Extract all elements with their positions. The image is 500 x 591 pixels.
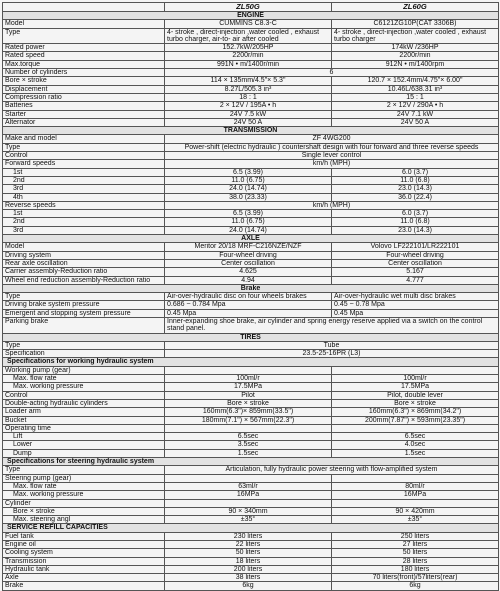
zl60g-value: Four-wheel driving	[332, 251, 499, 259]
zl60g-value: 1.5sec	[332, 449, 499, 457]
zl50g-value: Bore × stroke	[165, 399, 332, 407]
working-hyd-row	[3, 416, 499, 424]
shared-value: ZF 4WG200	[165, 135, 499, 143]
axle-row	[3, 276, 499, 284]
zl50g-value: 6.5 (3.99)	[165, 210, 332, 218]
row-label: Lower	[3, 441, 165, 449]
zl50g-value: 63ml/r	[165, 482, 332, 490]
zl50g-value: 24.0 (14.74)	[165, 185, 332, 193]
zl60g-value: 16MPa	[332, 491, 499, 499]
shared-value: Articulation, fully hydraulic power steering with flow-amplified system	[165, 466, 499, 474]
zl60g-value: 15 : 1	[332, 93, 499, 101]
working-hyd-row	[3, 383, 499, 391]
zl50g-value: 11.0 (6.75)	[165, 218, 332, 226]
working-hyd-row	[3, 424, 499, 432]
working-hyd-row	[3, 433, 499, 441]
zl60g-value: Pilot, double lever	[332, 391, 499, 399]
forward-speed-row	[3, 168, 499, 176]
transmission-row	[3, 160, 499, 168]
zl50g-value: 17.5MPa	[165, 383, 332, 391]
row-label: Displacement	[3, 85, 165, 93]
axle-row	[3, 251, 499, 259]
row-label: Working pump (gear)	[3, 366, 165, 374]
row-label: Cooling system	[3, 549, 165, 557]
row-label: 1st	[3, 168, 165, 176]
row-label: Max. steering angl	[3, 516, 165, 524]
transmission-row	[3, 152, 499, 160]
working-hyd-row	[3, 408, 499, 416]
row-label: 2nd	[3, 176, 165, 184]
row-label: Max. flow rate	[3, 375, 165, 383]
row-label: 1st	[3, 210, 165, 218]
row-label: Specification	[3, 350, 165, 358]
axle-row	[3, 243, 499, 251]
zl60g-value: 6.0 (3.7)	[332, 168, 499, 176]
working-hyd-row	[3, 449, 499, 457]
engine-row	[3, 77, 499, 85]
steering-hyd-row	[3, 507, 499, 515]
zl50g-value: 90 × 340mm	[165, 507, 332, 515]
row-label: Bucket	[3, 416, 165, 424]
steering-hyd-row	[3, 482, 499, 490]
brake-row	[3, 293, 499, 301]
refill-row	[3, 541, 499, 549]
zl60g-value: 250 liters	[332, 532, 499, 540]
shared-value: Inner-expanding shoe brake, air cylinder and spring energy reserve applied via a switch on the control stand panel.	[165, 317, 499, 333]
speed-unit: km/h (MPH)	[165, 160, 499, 168]
zl60g-value: Volovo LF222101/LR222101	[332, 243, 499, 251]
row-label: Carrier assembly-Reduction ratio	[3, 268, 165, 276]
zl60g-value: 24V 7.1 kW	[332, 110, 499, 118]
row-label: Max. flow rate	[3, 482, 165, 490]
row-label: Brake	[3, 582, 165, 590]
model-zl50g-header: ZL50G	[165, 3, 332, 12]
engine-row	[3, 118, 499, 126]
row-label: Rear axle oscillation	[3, 259, 165, 267]
zl60g-value: 200mm(7.87") × 593mm(23.35")	[332, 416, 499, 424]
row-label: Steering pump (gear)	[3, 474, 165, 482]
row-label: Compression ratio	[3, 93, 165, 101]
working-hyd-row	[3, 375, 499, 383]
refill-section-title: SERVICE REFILL CAPACITIES	[3, 524, 499, 532]
row-label: Double-acting hydraulic cylinders	[3, 399, 165, 407]
zl60g-value: 28 liters	[332, 557, 499, 565]
refill-row	[3, 582, 499, 590]
row-label: Model	[3, 20, 165, 28]
zl50g-value: 100ml/r	[165, 375, 332, 383]
row-label: Lift	[3, 433, 165, 441]
row-label: Rated power	[3, 44, 165, 52]
shared-value: Single lever control	[165, 152, 499, 160]
zl60g-value: 70 liters(front)/57liters(rear)	[332, 574, 499, 582]
zl50g-value: CUMMINS C8.3-C	[165, 20, 332, 28]
row-label: Forward speeds	[3, 160, 165, 168]
row-label: Batteries	[3, 102, 165, 110]
zl60g-value: Air-over-hydraulic wet multi disc brakes	[332, 293, 499, 301]
row-label: Operating time	[3, 424, 165, 432]
zl50g-value: 2200r/min	[165, 52, 332, 60]
row-label: 3rd	[3, 226, 165, 234]
row-label: Bore × stroke	[3, 507, 165, 515]
engine-section-title: ENGINE	[3, 12, 499, 20]
row-label: Type	[3, 28, 165, 44]
working-hyd-row	[3, 391, 499, 399]
axle-row	[3, 268, 499, 276]
row-label: Control	[3, 152, 165, 160]
zl50g-value: 4.94	[165, 276, 332, 284]
zl50g-value: 160mm(6.3")× 859mm(33.5")	[165, 408, 332, 416]
row-label: Hydraulic tank	[3, 565, 165, 573]
zl60g-value: 11.0 (6.8)	[332, 218, 499, 226]
zl60g-value: 4.0sec	[332, 441, 499, 449]
zl60g-value: Bore × stroke	[332, 399, 499, 407]
working-hyd-row	[3, 441, 499, 449]
row-label: Number of cylinders	[3, 69, 165, 77]
tires-row	[3, 341, 499, 349]
zl50g-value: 3.5sec	[165, 441, 332, 449]
steering-hydraulic-section-title: Specifications for steering hydraulic system	[3, 458, 499, 466]
zl60g-value: 24V 50 A	[332, 118, 499, 126]
zl50g-value: 38.0 (23.33)	[165, 193, 332, 201]
axle-section-title: AXLE	[3, 235, 499, 243]
zl50g-value: 152.7kW/205HP	[165, 44, 332, 52]
zl50g-value: 6.5sec	[165, 433, 332, 441]
model-zl60g-header: ZL60G	[332, 3, 499, 12]
row-label: Emergent and stopping system pressure	[3, 309, 165, 317]
zl60g-value: 160mm(6.3") × 869mm(34.2")	[332, 408, 499, 416]
engine-row	[3, 85, 499, 93]
engine-row	[3, 44, 499, 52]
zl60g-value: 90 × 420mm	[332, 507, 499, 515]
zl50g-value: 0.45 Mpa	[165, 309, 332, 317]
zl50g-value: 180mm(7.1") × 567mm(22.3")	[165, 416, 332, 424]
row-label: Engine oil	[3, 541, 165, 549]
transmission-row	[3, 201, 499, 209]
forward-speed-row	[3, 185, 499, 193]
zl50g-value: 18 : 1	[165, 93, 332, 101]
zl60g-value: 2200r/min	[332, 52, 499, 60]
zl60g-value: 912N • m/1400rpm	[332, 60, 499, 68]
zl60g-value: 17.5MPa	[332, 383, 499, 391]
steering-hyd-row	[3, 491, 499, 499]
zl60g-value: 36.0 (22.4)	[332, 193, 499, 201]
transmission-section-title: TRANSMISSION	[3, 127, 499, 135]
brake-row	[3, 317, 499, 333]
refill-row	[3, 532, 499, 540]
zl50g-value: ±35°	[165, 516, 332, 524]
zl50g-value: 200 liters	[165, 565, 332, 573]
shared-value: Power-shift (electric hydraulic ) countershaft design with four forward and three reverse speeds	[165, 143, 499, 151]
row-label: Make and model	[3, 135, 165, 143]
row-label: Bore × stroke	[3, 77, 165, 85]
row-label: Driving brake system pressure	[3, 301, 165, 309]
zl60g-value: C6121ZG10P(CAT 3306B)	[332, 20, 499, 28]
zl60g-value: 10.46L/638.31 in³	[332, 85, 499, 93]
engine-row	[3, 93, 499, 101]
engine-row	[3, 20, 499, 28]
row-label: 2nd	[3, 218, 165, 226]
steering-hyd-row	[3, 499, 499, 507]
engine-row	[3, 28, 499, 44]
zl50g-value: Center oscillation	[165, 259, 332, 267]
zl60g-value: 100ml/r	[332, 375, 499, 383]
row-label: Type	[3, 341, 165, 349]
zl50g-value: 24.0 (14.74)	[165, 226, 332, 234]
zl60g-value: 23.0 (14.3)	[332, 185, 499, 193]
row-label: 4th	[3, 193, 165, 201]
zl50g-value: Pilot	[165, 391, 332, 399]
zl60g-value: 11.0 (6.8)	[332, 176, 499, 184]
zl50g-value: 2 × 12V / 195A • h	[165, 102, 332, 110]
transmission-row	[3, 143, 499, 151]
zl50g-value: 22 liters	[165, 541, 332, 549]
row-label: Loader arm	[3, 408, 165, 416]
refill-row	[3, 565, 499, 573]
zl50g-value: 18 liters	[165, 557, 332, 565]
row-label: Alternator	[3, 118, 165, 126]
zl60g-value: 80ml/r	[332, 482, 499, 490]
shared-value: 6	[165, 69, 499, 77]
zl50g-value: 24V 50 A	[165, 118, 332, 126]
zl50g-value: 24V 7.5 kW	[165, 110, 332, 118]
engine-row	[3, 102, 499, 110]
refill-row	[3, 549, 499, 557]
row-label: Reverse speeds	[3, 201, 165, 209]
zl60g-value: 0.45 Mpa	[332, 309, 499, 317]
zl60g-value: 4- stroke , direct-injection ,water cooled , exhaust turbo charger	[332, 28, 499, 44]
header-row	[3, 3, 499, 12]
forward-speed-row	[3, 193, 499, 201]
zl50g-value: 11.0 (6.75)	[165, 176, 332, 184]
zl60g-value: 180 liters	[332, 565, 499, 573]
reverse-speed-row	[3, 210, 499, 218]
zl50g-value: 991N • m/1400r/min	[165, 60, 332, 68]
zl60g-value: 120.7 × 152.4mm/4.75"× 6.00"	[332, 77, 499, 85]
row-label: Rated speed	[3, 52, 165, 60]
row-label: Axle	[3, 574, 165, 582]
row-label: Max. working pressure	[3, 491, 165, 499]
row-label: 3rd	[3, 185, 165, 193]
spec-sheet	[0, 2, 500, 590]
row-label: Driving system	[3, 251, 165, 259]
steering-hyd-row	[3, 466, 499, 474]
row-label: Dump	[3, 449, 165, 457]
engine-row	[3, 69, 499, 77]
row-label: Type	[3, 466, 165, 474]
zl60g-value: 2 × 12V / 290A • h	[332, 102, 499, 110]
transmission-row	[3, 135, 499, 143]
engine-row	[3, 60, 499, 68]
row-label: Starter	[3, 110, 165, 118]
row-label: Max. working pressure	[3, 383, 165, 391]
zl50g-value: 6kg	[165, 582, 332, 590]
zl60g-value: Center oscillation	[332, 259, 499, 267]
zl50g-value: 0.686 ~ 0.784 Mpa	[165, 301, 332, 309]
zl50g-value: 8.27L/505.3 in³	[165, 85, 332, 93]
zl50g-value: Four-wheel driving	[165, 251, 332, 259]
brake-row	[3, 301, 499, 309]
steering-hyd-row	[3, 474, 499, 482]
engine-row	[3, 52, 499, 60]
zl50g-value: 4.625	[165, 268, 332, 276]
zl50g-value: 16MPa	[165, 491, 332, 499]
row-label: Transmission	[3, 557, 165, 565]
zl50g-value: 114 × 135mm/4.5"× 5.3"	[165, 77, 332, 85]
speed-unit: km/h (MPH)	[165, 201, 499, 209]
zl60g-value: 174kW /236HP	[332, 44, 499, 52]
zl60g-value: 27 liters	[332, 541, 499, 549]
zl60g-value: 0.45 ~ 0.78 Mpa	[332, 301, 499, 309]
shared-value: Tube	[165, 341, 499, 349]
row-label: Cylinder	[3, 499, 165, 507]
steering-hyd-row	[3, 516, 499, 524]
header-label-cell	[3, 3, 165, 12]
shared-value: 23.5-25-16PR (L3)	[165, 350, 499, 358]
working-hyd-row	[3, 366, 499, 374]
reverse-speed-row	[3, 218, 499, 226]
zl50g-value: 38 liters	[165, 574, 332, 582]
zl60g-value: 4.777	[332, 276, 499, 284]
row-label: Fuel tank	[3, 532, 165, 540]
zl60g-value: 6.5sec	[332, 433, 499, 441]
row-label: Control	[3, 391, 165, 399]
brake-row	[3, 309, 499, 317]
brake-section-title: Brake	[3, 284, 499, 292]
refill-row	[3, 557, 499, 565]
zl60g-value: 23.0 (14.3)	[332, 226, 499, 234]
zl50g-value: Meritor 20/18 MRF-C216NZE/NZF	[165, 243, 332, 251]
forward-speed-row	[3, 176, 499, 184]
row-label: Max.torque	[3, 60, 165, 68]
zl60g-value: 50 liters	[332, 549, 499, 557]
refill-row	[3, 574, 499, 582]
zl60g-value: 6kg	[332, 582, 499, 590]
tires-section-title: TIRES	[3, 333, 499, 341]
zl60g-value: ±35°	[332, 516, 499, 524]
working-hyd-row	[3, 399, 499, 407]
zl60g-value: 6.0 (3.7)	[332, 210, 499, 218]
zl50g-value: 50 liters	[165, 549, 332, 557]
row-label: Type	[3, 143, 165, 151]
zl50g-value: Air-over-hydraulic disc on four wheels brakes	[165, 293, 332, 301]
spec-table	[2, 2, 499, 591]
zl50g-value: 230 liters	[165, 532, 332, 540]
reverse-speed-row	[3, 226, 499, 234]
zl50g-value: 6.5 (3.99)	[165, 168, 332, 176]
engine-row	[3, 110, 499, 118]
zl50g-value: 4- stroke , direct-injection ,water cooled , exhaust turbo charger, air-to- air after cooled	[165, 28, 332, 44]
row-label: Wheel end reduction assembly-Reduction ratio	[3, 276, 165, 284]
axle-row	[3, 259, 499, 267]
row-label: Type	[3, 293, 165, 301]
working-hydraulic-section-title: Specifications for working hydraulic system	[3, 358, 499, 366]
row-label: Model	[3, 243, 165, 251]
tires-row	[3, 350, 499, 358]
row-label: Parking brake	[3, 317, 165, 333]
zl60g-value: 5.167	[332, 268, 499, 276]
zl50g-value: 1.5sec	[165, 449, 332, 457]
